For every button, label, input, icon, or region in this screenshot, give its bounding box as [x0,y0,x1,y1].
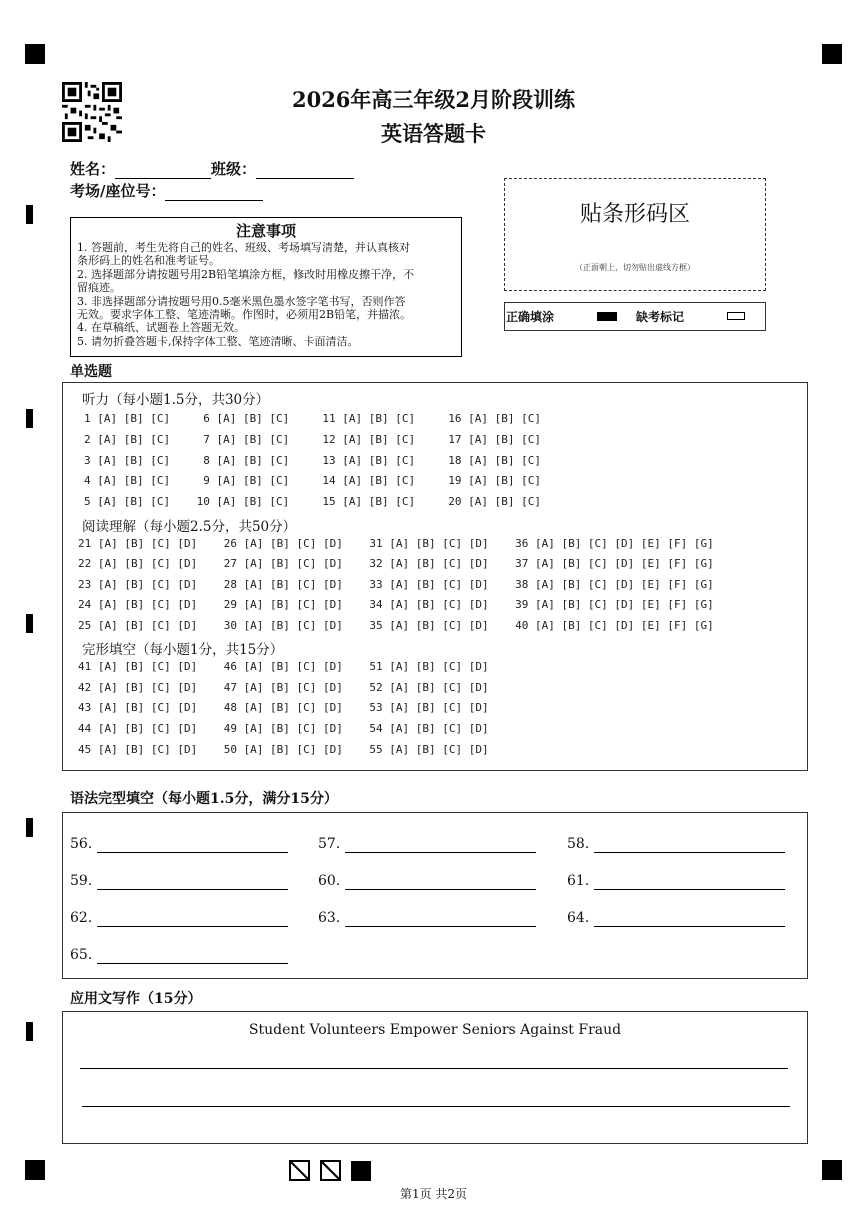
writing-line[interactable] [80,1068,788,1069]
grammar-item-number: 61. [567,873,590,889]
seat-field[interactable] [165,184,263,201]
mc-section-label: 单选题 [70,364,112,380]
barcode-area [504,178,766,291]
barcode-title: 贴条形码区 [579,202,690,227]
writing-line[interactable] [82,1106,790,1107]
timing-marker [26,205,33,224]
notice-line: 2. 选择题部分请按题号用2B铅笔填涂方框，修改时用橡皮擦干净，不 [77,267,415,281]
writing-prompt-title: Student Volunteers Empower Seniors Against Fraud [248,1022,622,1038]
reading-row[interactable]: 21 [A] [B] [C] [D] 26 [A] [B] [C] [D] 31 [A] [B] [C] [D] 36 [A] [B] [C] [D] [E] [F] [G] [78,537,714,550]
reading-row[interactable]: 24 [A] [B] [C] [D] 29 [A] [B] [C] [D] 34 [A] [B] [C] [D] 39 [A] [B] [C] [D] [E] [F] [G] [78,598,714,611]
page-code-marks [289,1160,373,1182]
listening-row[interactable]: 5 [A] [B] [C] 10 [A] [B] [C] 15 [A] [B] [C] 20 [A] [B] [C] [84,495,541,508]
timing-marker [26,614,33,633]
timing-marker [26,409,33,428]
grammar-item-number: 56. [70,836,93,852]
grammar-item-number: 60. [318,873,341,889]
notice-line: 1. 答题前，考生先将自己的姓名、班级、考场填写清楚，并认真核对 [77,241,410,254]
cloze-title: 完形填空（每小题1分，共15分） [82,642,284,658]
timing-marker [26,1022,33,1041]
grammar-answer-line[interactable] [594,889,785,890]
corner-mark-bottom-left [25,1160,45,1180]
notice-title: 注意事项 [235,222,296,240]
reading-row[interactable]: 23 [A] [B] [C] [D] 28 [A] [B] [C] [D] 33 [A] [B] [C] [D] 38 [A] [B] [C] [D] [E] [F] [G] [78,578,714,591]
notice-line: 4. 在草稿纸、试题卷上答题无效。 [77,321,245,335]
absent-mark-box[interactable] [727,312,745,320]
reading-row[interactable]: 22 [A] [B] [C] [D] 27 [A] [B] [C] [D] 32 [A] [B] [C] [D] 37 [A] [B] [C] [D] [E] [F] [G] [78,557,714,570]
grammar-item-number: 63. [318,910,341,926]
grammar-answer-line[interactable] [345,926,536,927]
notice-line: 留痕迹。 [77,281,121,295]
name-field[interactable] [115,162,211,179]
cloze-row[interactable]: 45 [A] [B] [C] [D] 50 [A] [B] [C] [D] 55 [A] [B] [C] [D] [78,743,489,756]
cloze-row[interactable]: 42 [A] [B] [C] [D] 47 [A] [B] [C] [D] 52 [A] [B] [C] [D] [78,681,489,694]
correct-fill-label: 正确填涂 [506,310,555,324]
absent-mark-label: 缺考标记 [636,310,685,324]
grammar-answer-line[interactable] [594,926,785,927]
writing-title: 应用文写作（15分） [70,991,202,1007]
grammar-item-number: 59. [70,873,93,889]
reading-row[interactable]: 25 [A] [B] [C] [D] 30 [A] [B] [C] [D] 35 [A] [B] [C] [D] 40 [A] [B] [C] [D] [E] [F] [G] [78,619,714,632]
cloze-row[interactable]: 44 [A] [B] [C] [D] 49 [A] [B] [C] [D] 54 [A] [B] [C] [D] [78,722,489,735]
listening-row[interactable]: 3 [A] [B] [C] 8 [A] [B] [C] 13 [A] [B] [C] 18 [A] [B] [C] [84,454,541,467]
notice-box [70,217,462,357]
listening-title: 听力（每小题1.5分，共30分） [82,392,270,408]
cloze-row[interactable]: 43 [A] [B] [C] [D] 48 [A] [B] [C] [D] 53 [A] [B] [C] [D] [78,701,489,714]
grammar-title: 语法完型填空（每小题1.5分，满分15分） [70,791,338,807]
listening-row[interactable]: 4 [A] [B] [C] 9 [A] [B] [C] 14 [A] [B] [C] 19 [A] [B] [C] [84,474,541,487]
listening-row[interactable]: 1 [A] [B] [C] 6 [A] [B] [C] 11 [A] [B] [C] 16 [A] [B] [C] [84,412,541,425]
class-label: 班级： [211,160,257,178]
grammar-answer-line[interactable] [97,889,288,890]
timing-marker [26,818,33,837]
grammar-answer-line[interactable] [97,963,288,964]
notice-line: 5. 请勿折叠答题卡,保持字体工整、笔迹清晰、卡面清洁。 [77,334,359,348]
grammar-item-number: 65. [70,947,93,963]
notice-line: 3. 非选择题部分请按题号用0.5毫米黑色墨水签字笔书写，否则作答 [77,294,406,308]
corner-mark-top-right [822,44,842,64]
grammar-item-number: 58. [567,836,590,852]
correct-fill-sample [597,312,617,321]
notice-line: 条形码上的姓名和准考证号。 [77,254,220,268]
cloze-row[interactable]: 41 [A] [B] [C] [D] 46 [A] [B] [C] [D] 51 [A] [B] [C] [D] [78,660,489,673]
grammar-item-number: 62. [70,910,93,926]
page-title: 2026年高三年级2月阶段训练 [291,87,576,112]
page-number: 第1页 共2页 [399,1187,468,1201]
notice-line: 无效。要求字体工整、笔迹清晰。作图时，必须用2B铅笔，并描浓。 [77,308,412,322]
grammar-box [62,812,808,979]
seat-label: 考场/座位号： [70,182,166,200]
listening-row[interactable]: 2 [A] [B] [C] 7 [A] [B] [C] 12 [A] [B] [C] 17 [A] [B] [C] [84,433,541,446]
corner-mark-bottom-right [822,1160,842,1180]
barcode-note: （正面朝上，切勿贴出虚线方框） [575,263,695,272]
grammar-answer-line[interactable] [345,852,536,853]
name-class-row [70,158,354,179]
grammar-answer-line[interactable] [97,852,288,853]
grammar-answer-line[interactable] [345,889,536,890]
grammar-item-number: 64. [567,910,590,926]
class-field[interactable] [256,162,354,179]
seat-row [70,180,263,201]
corner-mark-top-left [25,44,45,64]
grammar-answer-line[interactable] [97,926,288,927]
grammar-item-number: 57. [318,836,341,852]
page-subtitle: 英语答题卡 [381,121,486,146]
name-label: 姓名： [70,160,116,178]
reading-title: 阅读理解（每小题2.5分，共50分） [82,519,297,535]
fill-legend [504,302,766,331]
grammar-answer-line[interactable] [594,852,785,853]
